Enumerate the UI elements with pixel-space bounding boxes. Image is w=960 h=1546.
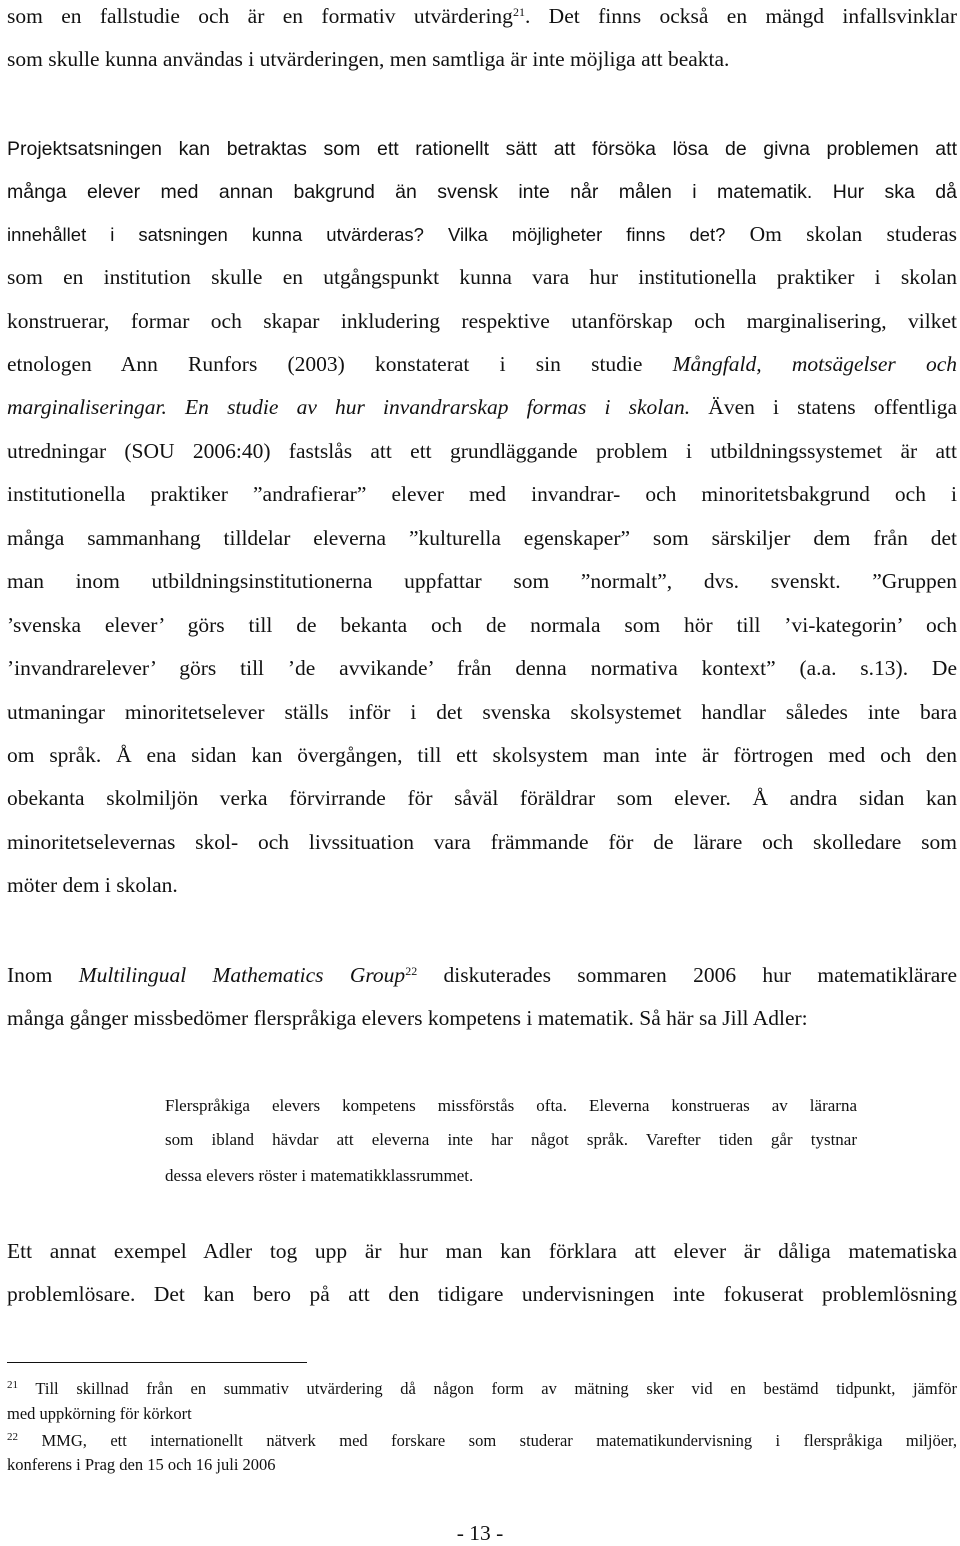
paragraph-line: möter dem i skolan.: [7, 873, 178, 897]
paragraph-line: [7, 393, 957, 421]
block-quote-line: som ibland hävdar att eleverna inte har något språk. Varefter tiden går tystnar: [165, 1130, 857, 1149]
paragraph-line: [7, 2, 957, 30]
text-span: Även i statens offentliga: [690, 395, 958, 419]
paragraph-line: ’svenska elever’ görs till de bekanta och de normala som hör till ’vi-kategorin’ och: [7, 613, 957, 637]
paragraph-line: minoritetselevernas skol- och livssituation vara främmande för de lärare och skolledare som: [7, 830, 957, 854]
text-span: som en fallstudie och är en formativ utvärdering: [7, 4, 513, 28]
paragraph-line: konstruerar, formar och skapar inkludering respektive utanförskap och marginalisering, vilket: [7, 309, 957, 333]
paragraph-line: [7, 177, 957, 206]
text-span: . Det finns också en mängd infallsvinklar: [524, 4, 957, 28]
text-span: Till skillnad från en summativ utvärdering då någon form av mätning sker vid en bestämd tidpunkt, jämför: [18, 1379, 957, 1398]
book-title: Mångfald, motsägelser och: [672, 352, 957, 376]
paragraph-line: obekanta skolmiljön verka förvirrande för såväl föräldrar som elever. Å andra sidan kan: [7, 786, 957, 810]
group-name: Multilingual Mathematics Group: [78, 963, 406, 987]
paragraph-line: Ett annat exempel Adler tog upp är hur man kan förklara att elever är dåliga matematiska: [7, 1239, 957, 1263]
text-span: MMG, ett internationellt nätverk med forskare som studerar matematikundervisning i flerspråkiga miljöer,: [18, 1431, 957, 1450]
footnote-number: 22: [7, 1431, 18, 1443]
text-span: Om skolan studeras: [725, 222, 957, 246]
paragraph-line: [7, 961, 957, 989]
footnote-21: [7, 1378, 957, 1400]
paragraph-line: utmaningar minoritetselever ställs inför i det svenska skolsystemet handlar således inte bara: [7, 700, 957, 724]
footnote-divider: [7, 1362, 307, 1363]
paragraph-line: utredningar (SOU 2006:40) fastslås att ett grundläggande problem i utbildningssystemet är att: [7, 439, 957, 463]
text-span: etnologen Ann Runfors (2003) konstaterat i sin studie: [7, 352, 673, 376]
paragraph-line: man inom utbildningsinstitutionerna uppfattar som ”normalt”, dvs. svenskt. ”Gruppen: [7, 569, 957, 593]
paragraph-line: om språk. Å ena sidan kan övergången, till ett skolsystem man inte är förtrogen med och den: [7, 743, 957, 767]
text-span: många elever med annan bakgrund än svensk inte når målen i matematik. Hur ska då: [7, 181, 957, 203]
paragraph-line: många gånger missbedömer flerspråkiga elevers kompetens i matematik. Så här sa Jill Adler:: [7, 1006, 808, 1030]
footnote-number: 21: [7, 1379, 18, 1391]
text-span: Inom: [7, 963, 79, 987]
paragraph-line: institutionella praktiker ”andrafierar” elever med invandrar- och minoritetsbakgrund och i: [7, 482, 957, 506]
paragraph-line: problemlösare. Det kan bero på att den tidigare undervisningen inte fokuserat problemlösning: [7, 1282, 957, 1306]
book-title: marginaliseringar. En studie av hur invandrarskap formas i skolan.: [7, 395, 691, 419]
text-span: Projektsatsningen kan betraktas som ett rationellt sätt att försöka lösa de givna problemen att: [7, 138, 957, 160]
paragraph-line: [7, 350, 957, 378]
paragraph-line: som en institution skulle en utgångspunkt kunna vara hur institutionella praktiker i skolan: [7, 265, 957, 289]
footnote-22: [7, 1430, 957, 1452]
paragraph-line: många sammanhang tilldelar eleverna ”kulturella egenskaper” som särskiljer dem från det: [7, 526, 957, 550]
footnote-22-cont: konferens i Prag den 15 och 16 juli 2006: [7, 1455, 276, 1474]
text-span: innehållet i satsningen kunna utvärderas? Vilka möjligheter finns det?: [7, 224, 726, 245]
paragraph-line: som skulle kunna användas i utvärderingen, men samtliga är inte möjliga att beakta.: [7, 47, 730, 71]
paragraph-line: [7, 220, 957, 249]
footnote-ref-21[interactable]: 21: [512, 5, 525, 19]
text-span: diskuterades sommaren 2006 hur matematiklärare: [417, 963, 958, 987]
paragraph-line: [7, 134, 957, 163]
footnote-21-cont: med uppkörning för körkort: [7, 1404, 192, 1423]
block-quote-line: dessa elevers röster i matematikklassrummet.: [165, 1166, 474, 1185]
block-quote-line: Flerspråkiga elevers kompetens missförstås ofta. Eleverna konstrueras av lärarna: [165, 1096, 857, 1115]
footnote-ref-22[interactable]: 22: [405, 964, 418, 978]
page-number: - 13 -: [456, 1521, 504, 1545]
paragraph-line: ’invandrarelever’ görs till ’de avvikande’ från denna normativa kontext” (a.a. s.13). De: [7, 656, 957, 680]
